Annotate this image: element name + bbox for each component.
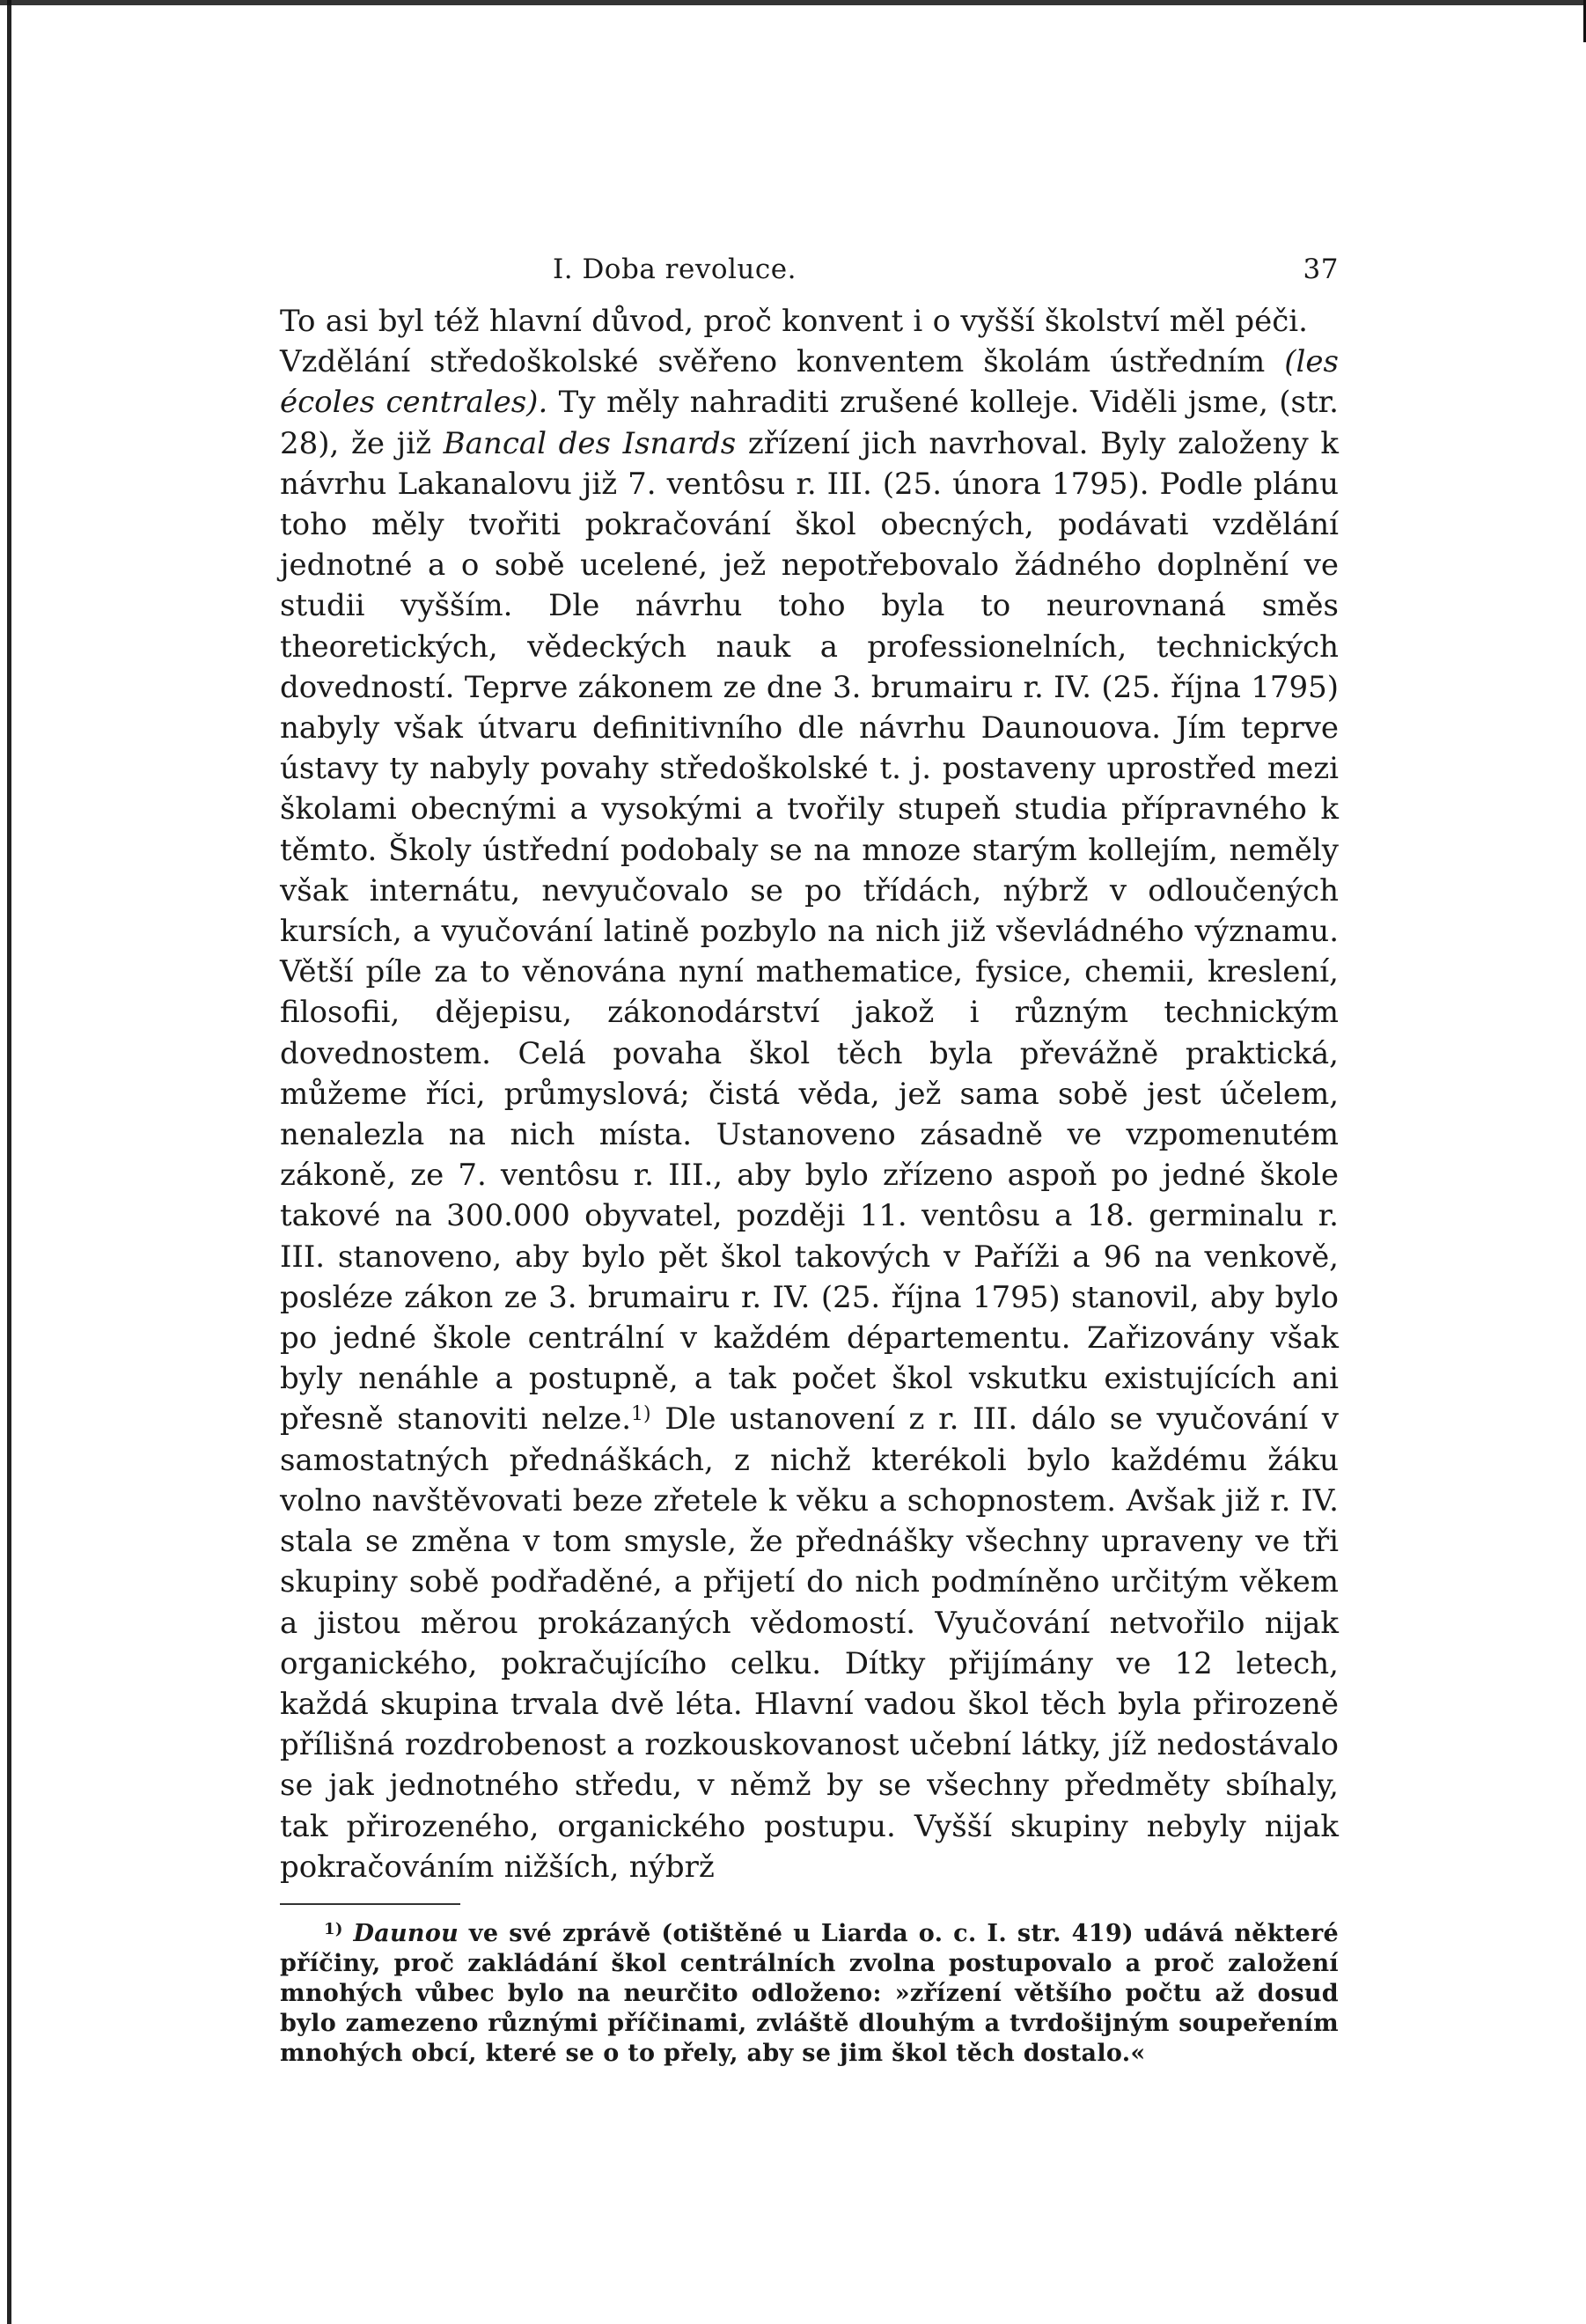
paragraph-2-part-a: Vzdělání středoškolské svěřeno konventem školám ústředním xyxy=(280,344,1285,380)
paragraph-2-french-term: (les écoles centrales). xyxy=(280,344,1339,421)
footnote xyxy=(280,1919,1339,2069)
book-page xyxy=(280,252,1339,2069)
paragraph-1: To asi byl též hlavní důvod, proč konvent i o vyšší školství měl péči. xyxy=(280,304,1308,339)
footnote-divider xyxy=(280,1903,460,1905)
body-text xyxy=(280,301,1339,1887)
page-number: 37 xyxy=(1303,254,1339,285)
scan-left-edge xyxy=(7,0,11,2324)
footnote-reference: 1) xyxy=(631,1403,651,1426)
footnote-mark: 1) xyxy=(324,1919,343,1938)
paragraph-2-part-e: zřízení jich navrhoval. Byly založeny k návrhu Lakanalovu již 7. ventôsu r. III. (25. února 1795). Podle plánu toho měly tvořiti pokračování škol obecných, podávati vzdělání jednotné a o sobě ucelené, jež nepotřebovalo žádného doplnění ve studii vyšším. Dle návrhu toho byla to neurovnaná směs theoretických, vědeckých nauk a professionelních, technických dovedností. Teprve zákonem ze dne 3. brumairu r. IV. (25. října 1795) nabyly však útvaru definitivního dle návrhu Daunouova. Jím teprve ústavy ty nabyly povahy středoškolské t. j. postaveny uprostřed mezi školami obecnými a vysokými a tvořily stupeň studia přípravného k těmto. Školy ústřední podobaly se na mnoze starým kollejím, neměly však internátu, nevyučovalo se po třídách, nýbrž v odloučených kursích, a vyučování latině pozbylo na nich již vševládného významu. Větší píle za to věnována nyní mathematice, fysice, chemii, kreslení, filosofii, dějepisu, zákonodárství jakož i různým technickým dovednostem. Celá povaha škol těch byla převážně praktická, můžeme říci, průmyslová; čistá věda, jež sama sobě jest účelem, nenalezla na nich místa. Ustanoveno zásadně ve vzpomenutém zákoně, ze 7. ventôsu r. III., aby bylo zřízeno aspoň po jedné škole takové na 300.000 obyvatel, později 11. ventôsu a 18. germinalu r. III. stanoveno, aby bylo pět škol takových v Paříži a 96 na venkově, posléze zákon ze 3. brumairu r. IV. (25. října 1795) stanovil, aby bylo po jedné škole centrální v každém départementu. Zařizovány však byly nenáhle a postupně, a tak počet škol vskutku existujících ani přesně stanoviti nelze. xyxy=(280,425,1339,1438)
paragraph-2-part-c: Ty měly nahraditi zrušené kolleje. Viděli jsme, (str. 28), že již xyxy=(280,385,1339,461)
scan-top-edge xyxy=(0,0,1586,5)
paragraph-2-part-f: Dle ustanovení z r. III. dálo se vyučování v samostatných přednáškách, z nichž kterékoli bylo každému žáku volno navštěvovati beze zřetele k věku a schopnostem. Avšak již r. IV. stala se změna v tom smysle, že přednášky všechny upraveny ve tři skupiny sobě podřaděné, a přijetí do nich podmíněno určitým věkem a jistou měrou prokázaných vědomostí. Vyučování netvořilo nijak organického, pokračujícího celku. Dítky přijímány ve 12 letech, každá skupina trvala dvě léta. Hlavní vadou škol těch byla přirozeně přílišná rozdrobenost a rozkouskovanost učební látky, jíž nedostávalo se jak jednotného středu, v němž by se všechny předměty sbíhaly, tak přirozeného, organického postupu. Vyšší skupiny nebyly nijak pokračováním nižších, nýbrž xyxy=(280,1401,1340,1885)
footnote-text: ve své zprávě (otištěné u Liarda o. c. I. str. 419) udává některé příčiny, proč zakládání škol centrálních zvolna postupovalo a proč založení mnohých vůbec bylo na neurčito odloženo: »zřízení většího počtu až dosud bylo zamezeno různými příčinami, zvláště dlouhým a tvrdošijným soupeřením mnohých obcí, které se o to přely, aby se jim škol těch dostalo.« xyxy=(280,1919,1339,2067)
paragraph-2 xyxy=(280,342,1339,1887)
running-header xyxy=(280,252,1339,287)
chapter-title: I. Doba revoluce. xyxy=(553,254,797,285)
footnote-author: Daunou xyxy=(353,1919,459,1947)
paragraph-2-name: Bancal des Isnards xyxy=(443,425,737,461)
